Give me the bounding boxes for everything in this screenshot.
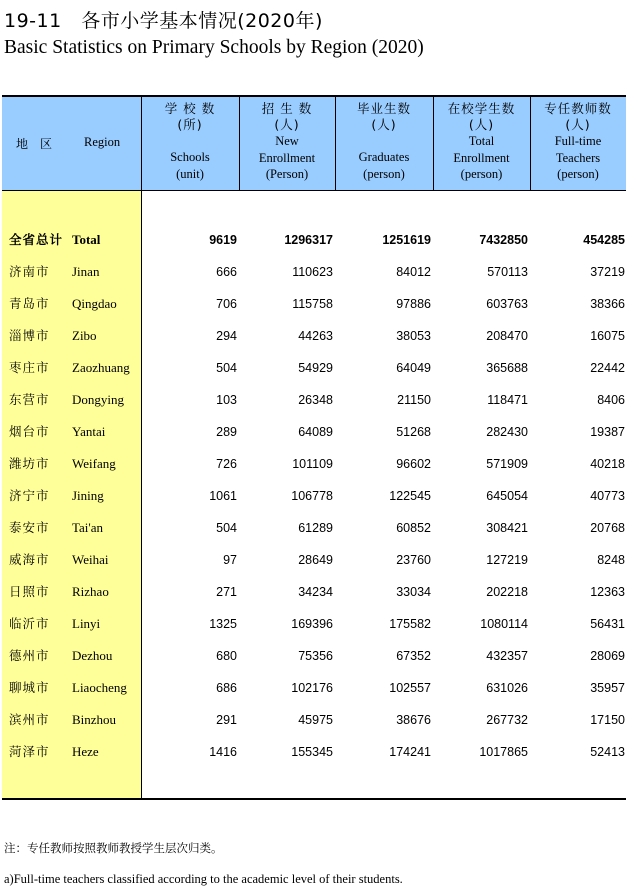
- cell-total-enrollment: 127219: [486, 553, 528, 567]
- region-name-cn: 济宁市: [9, 488, 50, 503]
- cell-schools: 680: [216, 649, 237, 663]
- cell-new-enrollment: 26348: [298, 393, 333, 407]
- cell-teachers: 16075: [590, 329, 625, 343]
- region-name-en: Jinan: [72, 264, 100, 279]
- cell-teachers: 35957: [590, 681, 625, 695]
- table-row: [2, 544, 626, 576]
- cell-schools: 271: [216, 585, 237, 599]
- region-name-cn: 泰安市: [9, 520, 50, 535]
- region-name-cn: 潍坊市: [9, 456, 50, 471]
- region-name-en: Weifang: [72, 456, 116, 471]
- cell-schools: 1416: [209, 745, 237, 759]
- table-row: [2, 640, 626, 672]
- page-title-english: Basic Statistics on Primary Schools by Region (2020): [4, 37, 424, 58]
- cell-teachers: 40218: [590, 457, 625, 471]
- cell-schools: 726: [216, 457, 237, 471]
- cell-graduates: 21150: [397, 393, 431, 407]
- cell-teachers: 40773: [590, 489, 625, 503]
- region-name-en: Qingdao: [72, 296, 117, 311]
- cell-total-enrollment: 432357: [486, 649, 528, 663]
- cell-new-enrollment: 61289: [298, 521, 333, 535]
- cell-teachers: 56431: [590, 617, 625, 631]
- region-name-en: Rizhao: [72, 584, 109, 599]
- cell-graduates: 97886: [396, 297, 431, 311]
- cell-graduates: 1251619: [382, 233, 431, 247]
- cell-schools: 706: [216, 297, 237, 311]
- cell-total-enrollment: 7432850: [479, 233, 528, 247]
- table-row: [2, 256, 626, 288]
- region-name-cn: 临沂市: [9, 616, 50, 631]
- region-name-en: Weihai: [72, 552, 109, 567]
- region-name-cn: 烟台市: [9, 424, 50, 439]
- region-name-en: Zaozhuang: [72, 360, 130, 375]
- cell-total-enrollment: 1017865: [479, 745, 528, 759]
- region-name-en: Yantai: [72, 424, 106, 439]
- primary-schools-table: [2, 95, 626, 800]
- region-name-en: Liaocheng: [72, 680, 127, 695]
- region-name-cn: 菏泽市: [9, 744, 50, 759]
- cell-new-enrollment: 34234: [298, 585, 333, 599]
- region-name-cn: 威海市: [9, 552, 50, 567]
- cell-graduates: 60852: [396, 521, 431, 535]
- cell-schools: 97: [223, 553, 237, 567]
- cell-new-enrollment: 102176: [291, 681, 333, 695]
- table-row: [2, 512, 626, 544]
- cell-schools: 294: [216, 329, 237, 343]
- cell-graduates: 174241: [389, 745, 431, 759]
- cell-total-enrollment: 308421: [486, 521, 528, 535]
- region-name-en: Linyi: [72, 616, 101, 631]
- cell-new-enrollment: 28649: [298, 553, 333, 567]
- cell-total-enrollment: 282430: [486, 425, 528, 439]
- column-divider: [335, 97, 336, 191]
- cell-graduates: 64049: [396, 361, 431, 375]
- header-new-enrollment: 招 生 数 (人) New Enrollment (Person): [258, 101, 316, 181]
- table-row-total: [2, 224, 626, 256]
- cell-total-enrollment: 365688: [486, 361, 528, 375]
- cell-new-enrollment: 54929: [298, 361, 333, 375]
- cell-new-enrollment: 101109: [292, 457, 333, 471]
- cell-teachers: 8248: [597, 553, 625, 567]
- cell-total-enrollment: 570113: [487, 265, 528, 279]
- cell-teachers: 19387: [590, 425, 625, 439]
- region-name-cn: 青岛市: [9, 296, 50, 311]
- region-name-cn: 德州市: [9, 648, 50, 663]
- region-name-en: Heze: [72, 744, 99, 759]
- table-row: [2, 704, 626, 736]
- cell-new-enrollment: 64089: [298, 425, 333, 439]
- region-name-cn: 枣庄市: [9, 360, 50, 375]
- region-name-en: Jining: [72, 488, 104, 503]
- cell-new-enrollment: 110623: [292, 265, 333, 279]
- page-title-chinese: 19-11 各市小学基本情况(2020年): [4, 10, 323, 32]
- region-name-cn: 滨州市: [9, 712, 50, 727]
- cell-schools: 291: [216, 713, 237, 727]
- table-row: [2, 736, 626, 768]
- footnote-chinese: 注：专任教师按照教师教授学生层次归类。: [4, 841, 223, 855]
- cell-new-enrollment: 106778: [291, 489, 333, 503]
- header-schools: 学 校 数 (所) Schools (unit): [164, 101, 216, 181]
- cell-graduates: 23760: [396, 553, 431, 567]
- cell-graduates: 102557: [389, 681, 431, 695]
- cell-teachers: 28069: [590, 649, 625, 663]
- table-bottom-rule: [2, 798, 626, 800]
- cell-graduates: 122545: [389, 489, 431, 503]
- cell-total-enrollment: 118471: [487, 393, 528, 407]
- table-row: [2, 384, 626, 416]
- cell-graduates: 175582: [389, 617, 431, 631]
- region-name-cn: 聊城市: [9, 680, 50, 695]
- header-region-en: Region: [84, 135, 121, 149]
- region-name-en: Tai'an: [72, 520, 104, 535]
- cell-teachers: 17150: [590, 713, 625, 727]
- cell-graduates: 67352: [396, 649, 431, 663]
- header-region-cn: 地 区: [16, 137, 53, 151]
- cell-graduates: 38053: [396, 329, 431, 343]
- cell-teachers: 52413: [590, 745, 625, 759]
- cell-schools: 504: [216, 361, 237, 375]
- header-teachers: 专任教师数 (人) Full-time Teachers (person): [544, 101, 612, 181]
- cell-new-enrollment: 1296317: [284, 233, 333, 247]
- region-name-cn: 东营市: [9, 392, 50, 407]
- cell-teachers: 38366: [590, 297, 625, 311]
- cell-new-enrollment: 115758: [292, 297, 333, 311]
- column-divider: [530, 97, 531, 191]
- region-name-en: Dongying: [72, 392, 124, 407]
- table-row: [2, 448, 626, 480]
- region-name-cn: 全省总计: [9, 232, 64, 247]
- header-total-enrollment: 在校学生数 (人) Total Enrollment (person): [447, 101, 516, 181]
- region-name-cn: 济南市: [9, 264, 50, 279]
- cell-schools: 504: [216, 521, 237, 535]
- cell-graduates: 51268: [396, 425, 431, 439]
- cell-graduates: 84012: [396, 265, 431, 279]
- region-name-en: Zibo: [72, 328, 97, 343]
- region-name-cn: 日照市: [9, 584, 50, 599]
- cell-teachers: 8406: [597, 393, 625, 407]
- cell-schools: 686: [216, 681, 237, 695]
- cell-new-enrollment: 75356: [298, 649, 333, 663]
- cell-teachers: 20768: [590, 521, 625, 535]
- table-top-rule: [2, 95, 626, 97]
- table-row: [2, 320, 626, 352]
- column-divider: [433, 97, 434, 191]
- cell-new-enrollment: 45975: [298, 713, 333, 727]
- footnote-english: a)Full-time teachers classified according to the academic level of their students.: [4, 872, 403, 886]
- cell-total-enrollment: 1080114: [480, 617, 528, 631]
- cell-total-enrollment: 645054: [486, 489, 528, 503]
- cell-teachers: 454285: [583, 233, 625, 247]
- table-header: [2, 97, 626, 191]
- cell-graduates: 96602: [396, 457, 431, 471]
- table-row: [2, 608, 626, 640]
- cell-graduates: 38676: [396, 713, 431, 727]
- table-row: [2, 288, 626, 320]
- table-row: [2, 416, 626, 448]
- cell-new-enrollment: 44263: [298, 329, 333, 343]
- cell-schools: 9619: [209, 233, 237, 247]
- cell-schools: 1325: [209, 617, 237, 631]
- table-row: [2, 480, 626, 512]
- region-name-cn: 淄博市: [9, 328, 50, 343]
- cell-total-enrollment: 631026: [486, 681, 528, 695]
- region-name-en: Total: [72, 232, 101, 247]
- cell-total-enrollment: 208470: [486, 329, 528, 343]
- cell-total-enrollment: 267732: [486, 713, 528, 727]
- cell-total-enrollment: 202218: [486, 585, 528, 599]
- table-row: [2, 672, 626, 704]
- cell-schools: 666: [216, 265, 237, 279]
- cell-graduates: 33034: [396, 585, 431, 599]
- cell-new-enrollment: 155345: [291, 745, 333, 759]
- cell-schools: 289: [216, 425, 237, 439]
- cell-schools: 1061: [209, 489, 237, 503]
- table-row: [2, 576, 626, 608]
- cell-schools: 103: [216, 393, 237, 407]
- cell-total-enrollment: 571909: [486, 457, 528, 471]
- cell-teachers: 22442: [590, 361, 625, 375]
- cell-new-enrollment: 169396: [291, 617, 333, 631]
- cell-teachers: 37219: [590, 265, 625, 279]
- cell-total-enrollment: 603763: [486, 297, 528, 311]
- column-divider: [239, 97, 240, 191]
- cell-teachers: 12363: [590, 585, 625, 599]
- region-name-en: Binzhou: [72, 712, 117, 727]
- region-name-en: Dezhou: [72, 648, 113, 663]
- header-graduates: 毕业生数 (人) Graduates (person): [356, 101, 411, 181]
- table-row: [2, 352, 626, 384]
